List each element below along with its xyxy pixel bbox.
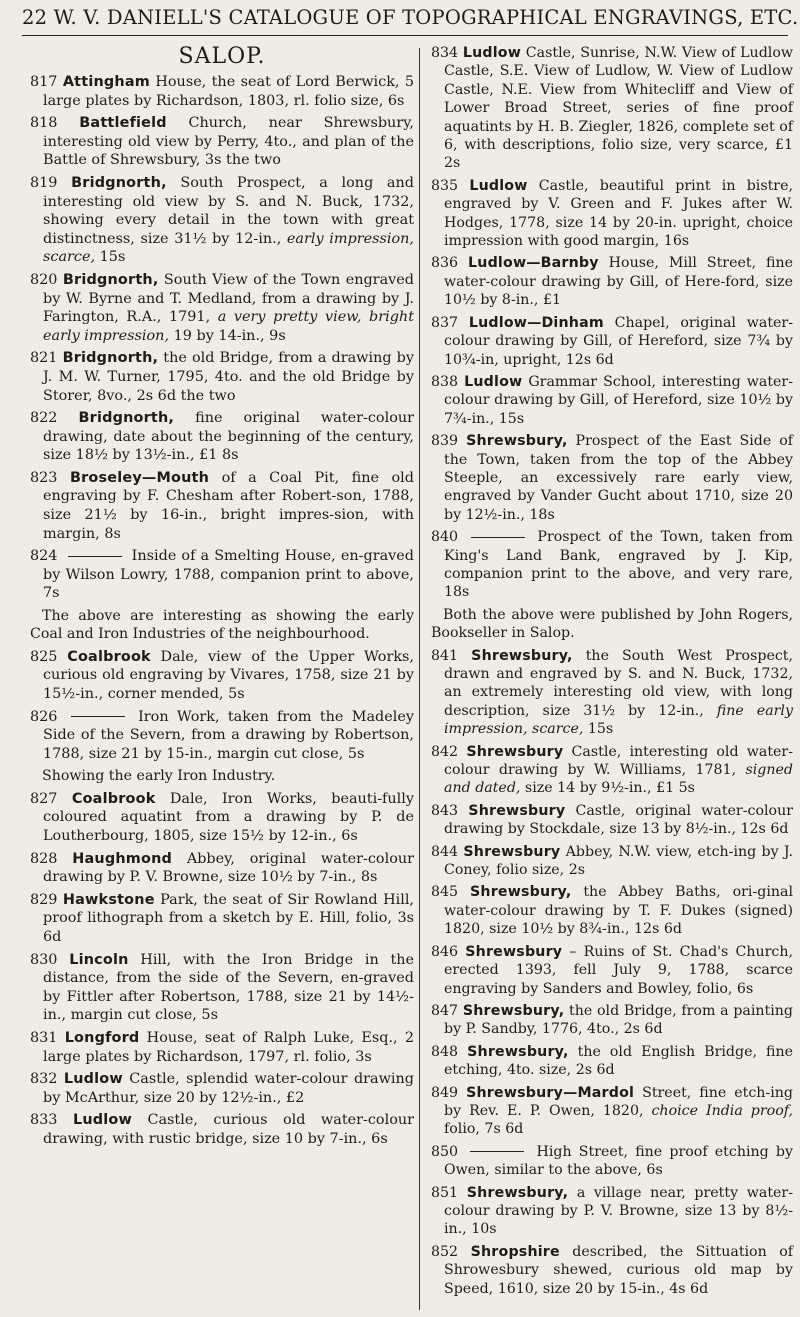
entry-number: 825 bbox=[30, 648, 58, 665]
entry-place: Ludlow—Barnby bbox=[468, 255, 599, 272]
catalogue-entry bbox=[30, 174, 414, 267]
entry-description: Grammar School, interesting water-colour drawing by Gill, of Hereford, size 10½ by 7¾-in., 15s bbox=[444, 373, 793, 427]
entry-place: Shropshire bbox=[470, 1243, 560, 1260]
catalogue-entry bbox=[30, 951, 414, 1025]
catalogue-entry bbox=[30, 790, 414, 846]
entry-description-tail: 15s bbox=[95, 249, 126, 266]
note-text: Showing the early Iron Industry. bbox=[42, 768, 276, 785]
entry-description: Abbey, original water-colour drawing by P. V. Browne, size 10½ by 7-in., 8s bbox=[43, 850, 415, 886]
entry-place: Shrewsbury, bbox=[466, 1184, 569, 1201]
entry-description: described, the Sittuation of Shrowesbury shewed, curious old map by Speed, 1610, size 20 by 15-in., 4s 6d bbox=[444, 1243, 793, 1297]
entry-number: 851 bbox=[431, 1184, 459, 1201]
entry-description: Iron Work, taken from the Madeley Side of the Severn, from a drawing by Robertson, 1788, size 21 by 15-in., margin cut close, 5s bbox=[43, 708, 414, 762]
entry-description: Castle, original water-colour drawing by Stockdale, size 13 by 8½-in., 12s 6d bbox=[444, 802, 793, 838]
entry-italic-text: choice India proof, bbox=[651, 1102, 794, 1119]
catalogue-note bbox=[30, 607, 414, 644]
entry-description: Abbey, N.W. view, etch-ing by J. Coney, folio size, 2s bbox=[444, 843, 793, 879]
entry-number: 852 bbox=[431, 1243, 459, 1260]
left-column bbox=[30, 44, 414, 1153]
entry-place: Bridgnorth, bbox=[62, 350, 159, 367]
entry-number: 824 bbox=[30, 548, 58, 565]
catalogue-entry bbox=[30, 409, 414, 465]
entry-number: 846 bbox=[431, 943, 459, 960]
entry-description: fine original water-colour drawing, date about the beginning of the century, size 18½ by 13½-in., £1 8s bbox=[43, 410, 415, 464]
catalogue-entry bbox=[30, 648, 414, 704]
ditto-dash bbox=[68, 556, 122, 557]
entry-description: Prospect of the Town, taken from King's Land Bank, engraved by J. Kip, companion print to the above, and very rare, 18s bbox=[444, 529, 793, 601]
entry-description: South Prospect, a long and interesting old view by S. and N. Buck, 1732, showing every detail in the town with great distinctness, size 31½ by 12-in., bbox=[43, 174, 414, 247]
entry-description: Park, the seat of Sir Rowland Hill, proof lithograph from a sketch by E. Hill, folio, 3s 6d bbox=[43, 891, 415, 945]
entry-place: Bridgnorth, bbox=[71, 174, 167, 191]
catalogue-entry bbox=[30, 708, 414, 764]
entry-description: Hill, with the Iron Bridge in the distance, from the side of the Severn, en-graved by Fittler after Robertson, 1788, size 21 by 14½-in., margin cut close, 5s bbox=[43, 951, 415, 1024]
entry-place: Longford bbox=[64, 1029, 140, 1046]
entry-number: 836 bbox=[431, 255, 459, 272]
catalogue-entry bbox=[30, 271, 414, 345]
entry-place: Shrewsbury—Mardol bbox=[466, 1084, 635, 1101]
catalogue-entry bbox=[30, 547, 414, 603]
catalogue-entry bbox=[431, 1143, 793, 1180]
entry-place: Shrewsbury, bbox=[469, 884, 572, 901]
entry-place: Ludlow bbox=[72, 1112, 132, 1129]
catalogue-entry bbox=[30, 469, 414, 543]
catalogue-entry bbox=[30, 114, 414, 170]
catalogue-entry bbox=[431, 1084, 793, 1139]
entry-number: 845 bbox=[431, 884, 459, 901]
entry-italic-text: early impression, scarce, bbox=[43, 230, 414, 266]
column-divider bbox=[419, 48, 420, 1310]
entry-description: Street, fine etch-ing by Rev. E. P. Owen, 1820, bbox=[444, 1084, 793, 1119]
entry-place: Shrewsbury bbox=[463, 843, 561, 860]
entry-number: 834 bbox=[431, 45, 459, 61]
entry-place: Bridgnorth, bbox=[62, 271, 159, 288]
entry-place: Shrewsbury, bbox=[467, 1043, 569, 1060]
entry-description: a village near, pretty water-colour drawing by P. V. Browne, size 13 by 8½-in., 10s bbox=[444, 1184, 793, 1238]
entry-number: 821 bbox=[30, 350, 58, 367]
ditto-dash bbox=[471, 537, 525, 538]
entry-number: 829 bbox=[30, 891, 58, 908]
entry-italic-text: a very pretty view, bright early impression, bbox=[43, 309, 414, 344]
catalogue-entry bbox=[30, 850, 414, 887]
note-text: Both the above were published by bbox=[443, 606, 700, 623]
entry-number: 839 bbox=[431, 433, 459, 450]
catalogue-entry bbox=[431, 647, 793, 739]
entry-number: 847 bbox=[431, 1002, 459, 1019]
entry-number: 833 bbox=[30, 1112, 58, 1129]
entry-description: the South West Prospect, drawn and engraved by S. and N. Buck, 1732, an extremely interesting old view, with long description, size 31½ by 12-in., bbox=[444, 647, 793, 719]
entry-description: – Ruins of St. Chad's Church, erected 1393, fell July 9, 1788, scarce engraving by Sanders and Bowley, folio, 6s bbox=[444, 943, 793, 997]
entry-place: Shrewsbury bbox=[468, 802, 566, 819]
entry-number: 818 bbox=[30, 115, 58, 132]
entry-place: Battlefield bbox=[79, 115, 167, 132]
entry-place: Shrewsbury bbox=[466, 743, 564, 760]
entry-number: 837 bbox=[431, 314, 459, 331]
entry-number: 823 bbox=[30, 469, 58, 486]
entry-place: Ludlow bbox=[469, 177, 528, 194]
catalogue-entry bbox=[431, 802, 793, 839]
catalogue-entry bbox=[30, 1029, 414, 1066]
entry-description: the Abbey Baths, ori-ginal water-colour drawing by T. F. Dukes (signed) 1820, size 10½ by 8¾-in., 12s 6d bbox=[444, 884, 793, 938]
entry-place: Ludlow bbox=[63, 1071, 123, 1088]
entry-place: Bridgnorth, bbox=[78, 410, 175, 427]
entry-number: 838 bbox=[431, 373, 459, 390]
ditto-dash bbox=[71, 716, 125, 717]
entry-number: 849 bbox=[431, 1084, 459, 1101]
catalogue-entry bbox=[431, 528, 793, 602]
section-heading: SALOP. bbox=[178, 44, 266, 69]
entry-description-tail: folio, 7s 6d bbox=[444, 1121, 524, 1138]
entry-place: Coalbrook bbox=[67, 648, 151, 665]
entry-description: High Street, fine proof etching by Owen, similar to the above, 6s bbox=[444, 1143, 794, 1179]
catalogue-entry bbox=[431, 1002, 793, 1039]
entry-description: Castle, interesting old water-colour drawing by W. Williams, 1781, bbox=[444, 743, 794, 779]
entry-place: Shrewsbury, bbox=[471, 647, 573, 664]
entry-place: Haughmond bbox=[72, 850, 173, 867]
entry-number: 843 bbox=[431, 802, 459, 819]
entry-italic-text: fine early impression, scarce, bbox=[444, 702, 793, 738]
entry-description: Inside of a Smelting House, en-graved by Wilson Lowry, 1788, companion print to above, 7s bbox=[43, 548, 415, 602]
catalogue-entry bbox=[431, 943, 793, 998]
entry-description: Church, near Shrewsbury, interesting old view by Perry, 4to., and plan of the Battle of Shrewsbury, 3s the two bbox=[43, 115, 414, 169]
ditto-dash bbox=[470, 1151, 524, 1152]
catalogue-entry bbox=[30, 1111, 414, 1148]
catalogue-entry bbox=[431, 1043, 793, 1080]
entry-description: the old Bridge, from a painting by P. Sandby, 1776, 4to., 2s 6d bbox=[444, 1002, 794, 1038]
entry-description: Dale, Iron Works, beauti-fully coloured aquatint from a drawing by P. de Loutherbourg, 1805, size 15½ by 12-in., 6s bbox=[43, 790, 414, 844]
entry-number: 826 bbox=[30, 708, 58, 725]
entry-description: Castle, Sunrise, N.W. View of Ludlow Castle, S.E. View of Ludlow, W. View of Ludlow Castle, N.E. View from Whitecliff and View of Lower Broad Street, series of fine proof aquatints by H. B. Ziegler, 1826, complete set of 6, with descriptions, folio size, very scarce, £1 2s bbox=[444, 45, 793, 172]
catalogue-entry bbox=[431, 254, 793, 309]
catalogue-entry bbox=[431, 883, 793, 938]
entry-description: Dale, view of the Upper Works, curious old engraving by Vivares, 1758, size 21 by 15½-in., corner mended, 5s bbox=[43, 648, 414, 703]
catalogue-note bbox=[431, 606, 793, 643]
catalogue-entry bbox=[431, 432, 793, 524]
entry-description: the old English Bridge, fine etching, 4to. size, 2s 6d bbox=[444, 1043, 793, 1079]
entry-description: Prospect of the East Side of the Town, taken from the top of the Abbey Steeple, an excessively rare early view, engraved by Vander Gucht about 1710, size 20 by 12½-in., 18s bbox=[444, 433, 794, 523]
catalogue-entry bbox=[431, 843, 793, 880]
entry-number: 830 bbox=[30, 951, 58, 968]
entry-number: 841 bbox=[431, 647, 459, 664]
catalogue-entry bbox=[431, 1243, 793, 1298]
entry-number: 848 bbox=[431, 1043, 459, 1060]
entry-number: 850 bbox=[431, 1143, 459, 1160]
entry-place: Shrewsbury, bbox=[466, 433, 568, 450]
right-column bbox=[431, 44, 793, 1302]
entry-number: 835 bbox=[431, 177, 459, 194]
entry-description: House, Mill Street, fine water-colour drawing by Gill, of Here-ford, size 10½ by 8-in., £1 bbox=[444, 255, 794, 309]
catalogue-entry bbox=[431, 314, 793, 369]
catalogue-entry bbox=[431, 373, 793, 428]
entry-description: of a Coal Pit, fine old engraving by F. Chesham after Robert-son, 1788, size 21½ by 16-in., bright impres-sion, with margin, 8s bbox=[43, 469, 414, 542]
note-italic-text: John Rogers, Bookseller in Salop. bbox=[431, 606, 793, 642]
entry-description: House, seat of Ralph Luke, Esq., 2 large plates by Richardson, 1797, rl. folio, 3s bbox=[43, 1029, 414, 1065]
entry-number: 832 bbox=[30, 1071, 58, 1088]
entry-place: Ludlow—Dinham bbox=[468, 314, 604, 331]
catalogue-entry bbox=[30, 73, 414, 110]
entry-number: 819 bbox=[30, 174, 58, 191]
entry-place: Coalbrook bbox=[71, 790, 156, 807]
entry-number: 828 bbox=[30, 850, 58, 867]
running-head: 22 W. V. DANIELL'S CATALOGUE OF TOPOGRAPHICAL ENGRAVINGS, ETC. bbox=[22, 6, 799, 29]
entry-description: Castle, curious old water-colour drawing, with rustic bridge, size 10 by 7-in., 6s bbox=[43, 1112, 415, 1147]
catalogue-entry bbox=[431, 177, 793, 251]
entry-description: South View of the Town engraved by W. Byrne and T. Medland, from a drawing by J. Farington, R.A., 1791, bbox=[43, 271, 415, 326]
catalogue-entry bbox=[431, 44, 793, 173]
entry-place: Ludlow bbox=[464, 373, 523, 390]
entry-number: 817 bbox=[30, 74, 58, 90]
catalogue-entry bbox=[30, 349, 414, 405]
catalogue-entry bbox=[30, 891, 414, 947]
entry-place: Hawkstone bbox=[62, 891, 155, 908]
entry-description: House, the seat of Lord Berwick, 5 large plates by Richardson, 1803, rl. folio size, 6s bbox=[43, 74, 415, 109]
entry-number: 840 bbox=[431, 529, 459, 546]
catalogue-entry bbox=[431, 1184, 793, 1239]
entry-description-tail: size 14 by 9½-in., £1 5s bbox=[520, 780, 695, 797]
entry-italic-text: signed and dated, bbox=[444, 762, 793, 797]
catalogue-note bbox=[30, 767, 414, 785]
entry-place: Shrewsbury, bbox=[462, 1002, 565, 1019]
entry-number: 827 bbox=[30, 790, 58, 807]
entry-place: Shrewsbury bbox=[465, 943, 563, 960]
entry-place: Lincoln bbox=[69, 951, 129, 968]
note-text: The above are interesting as showing the early Coal and Iron Industries of the neighbourhood. bbox=[30, 608, 414, 643]
entry-number: 831 bbox=[30, 1029, 58, 1046]
entry-number: 842 bbox=[431, 743, 459, 760]
entry-description-tail: 15s bbox=[583, 721, 614, 738]
catalogue-entry bbox=[431, 743, 793, 798]
header-rule bbox=[22, 35, 788, 36]
entry-place: Ludlow bbox=[462, 45, 522, 61]
entry-number: 822 bbox=[30, 410, 58, 427]
entry-number: 820 bbox=[30, 271, 58, 288]
entry-description: the old Bridge, from a drawing by J. M. W. Turner, 1795, 4to. and the old Bridge by Storer, 8vo., 2s 6d the two bbox=[43, 350, 414, 404]
entry-description: Castle, beautiful print in bistre, engraved by V. Green and F. Jukes after W. Hodges, 1778, size 14 by 20-in. upright, choice impression with good margin, 16s bbox=[444, 177, 793, 250]
entry-description: Chapel, original water-colour drawing by Gill, of Hereford, size 7¾ by 10¾-in, upright, 12s 6d bbox=[444, 314, 793, 368]
entry-description: Castle, splendid water-colour drawing by McArthur, size 20 by 12½-in., £2 bbox=[43, 1071, 415, 1106]
entry-place: Attingham bbox=[62, 74, 150, 90]
entry-number: 844 bbox=[431, 843, 459, 860]
catalogue-entry bbox=[30, 1070, 414, 1107]
entry-description-tail: 19 by 14-in., 9s bbox=[169, 327, 286, 344]
entry-place: Broseley—Mouth bbox=[69, 469, 210, 486]
